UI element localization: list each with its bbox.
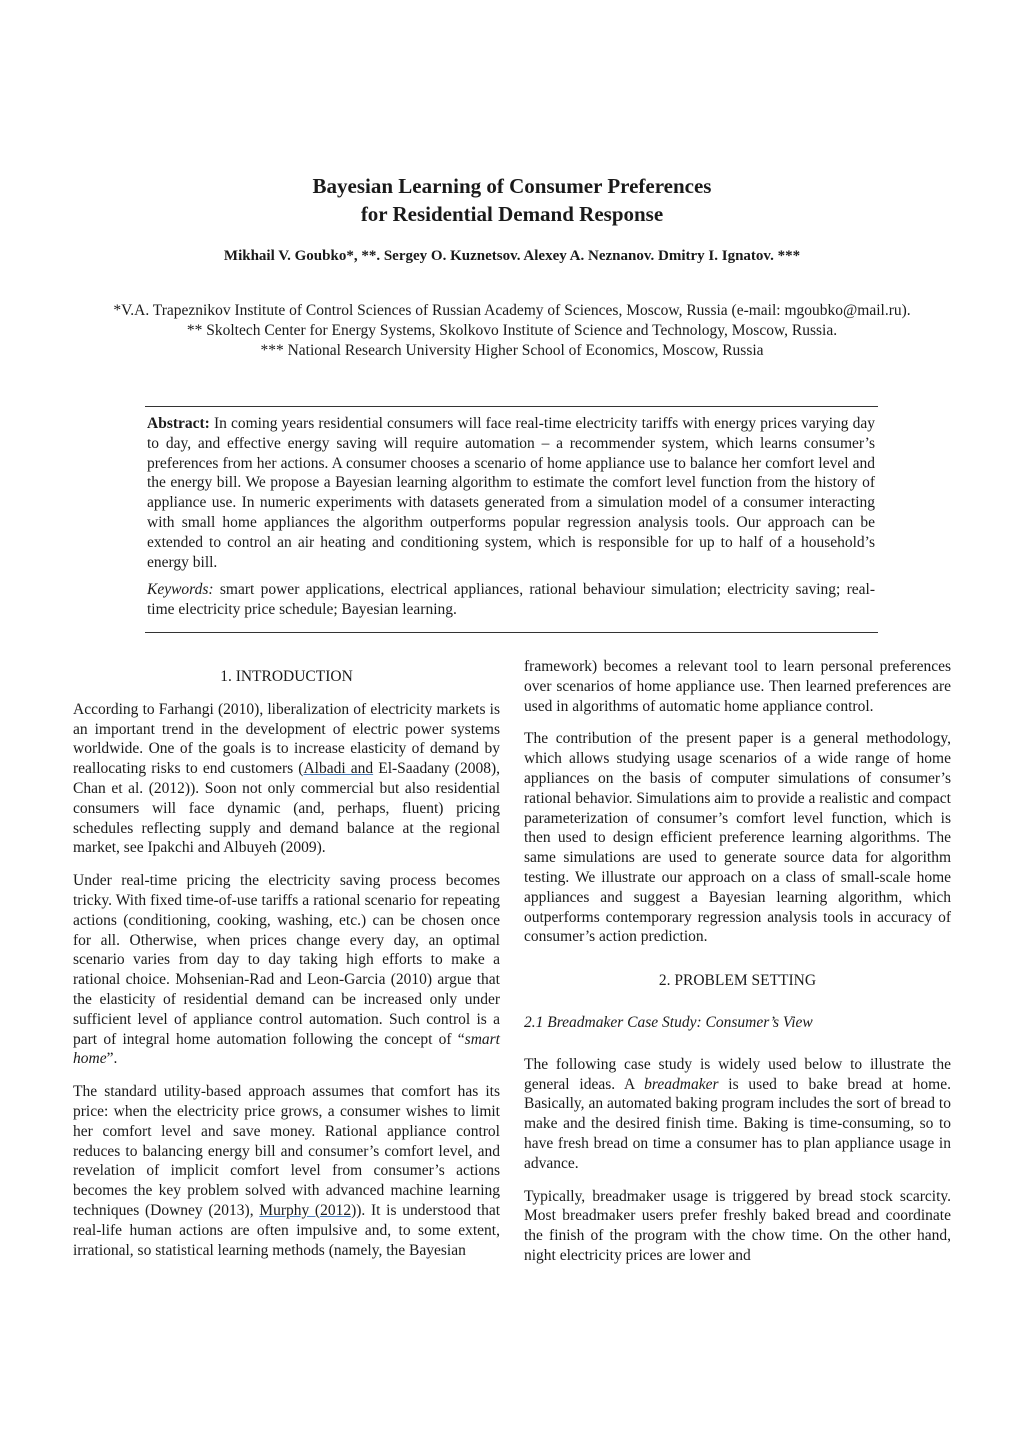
- citation-link[interactable]: Murphy (2012: [259, 1201, 352, 1219]
- abstract-text: In coming years residential consumers will face real-time electricity tariffs with energy prices varying day to day, and effective energy saving will require automation – a recommender system, which learns consumer’s preferences from her actions. A consumer chooses a scenario of home appliance use to balance her comfort level and the energy bill. We propose a Bayesian learning algorithm to estimate the comfort level function from the history of appliance use. In numeric experiments with datasets generated from a simulation model of a consumer interacting with small home appliances the algorithm outperforms popular regression analysis tools. Our approach can be extended to control an air heating and conditioning system, which is responsible for up to half of a household’s energy bill.: [147, 415, 876, 571]
- keywords-label: Keywords:: [147, 581, 214, 599]
- affiliation-2: ** Skoltech Center for Energy Systems, Skolkovo Institute of Science and Technology, Moscow, Russia.: [186, 322, 838, 339]
- paper-title: [0, 172, 1024, 228]
- problem-paragraph-2: Typically, breadmaker usage is triggered by bread stock scarcity. Most breadmaker users prefer freshly baked bread and coordinate the finish of the program with the chow time. On the other hand, night electricity prices are lower and: [524, 1187, 951, 1264]
- section-heading-problem-setting: 2. PROBLEM SETTING: [658, 972, 817, 990]
- intro-paragraph-1: According to Farhangi (2010), liberalization of electricity markets is an important trend in the development of electric power systems worldwide. One of the goals is to increase elasticity of demand by reallocating risks to end customers (Albadi and El-Saadany (2008), Chan et al. (2012)). Soon not only commercial but also residential consumers will face dynamic (and, perhaps, fluent) pricing schedules reflecting supply and demand balance at the regional market, see Ipakchi and Albuyeh (2009).: [73, 700, 500, 857]
- citation-link[interactable]: ),: [244, 1201, 254, 1219]
- abstract-top-rule: [145, 406, 878, 407]
- affiliation-3: *** National Research University Higher School of Economics, Moscow, Russia: [260, 342, 764, 359]
- abstract-block: [147, 414, 875, 620]
- intro-paragraph-4: framework) becomes a relevant tool to learn personal preferences over scenarios of home appliance use. Then learned preferences are used in algorithms of automatic home appliance control.: [524, 658, 951, 715]
- intro-paragraph-2: Under real-time pricing the electricity saving process becomes tricky. With fixed time-of-use tariffs a rational scenario for repeating actions (conditioning, cooking, washing, etc.) can be chosen once for all. Otherwise, when prices change every day, an optimal scenario varies from day to day taking high efforts to make a rational choice. Mohsenian-Rad and Leon-Garcia (2010) argue that the elasticity of residential demand can be increased only under sufficient level of appliance control automation. Such control is a part of integral home automation following the concept of “smart home”.: [73, 872, 500, 1068]
- problem-paragraph-1: The following case study is widely used below to illustrate the general ideas. A breadmaker is used to bake bread at home. Basically, an automated baking program includes the sort of bread to make and the desired finish time. Baking is time-consuming, so to have fresh bread on time a consumer has to plan appliance usage in advance.: [524, 1055, 951, 1172]
- affiliations: [100, 301, 924, 361]
- keywords-text: smart power applications, electrical appliances, rational behaviour simulation; electricity saving; real-time electricity price schedule; Bayesian learning.: [147, 581, 875, 619]
- section-heading-introduction: 1. INTRODUCTION: [220, 668, 353, 685]
- abstract-paragraph: [147, 414, 875, 572]
- affiliation-1: *V.A. Trapeznikov Institute of Control Sciences of Russian Academy of Sciences, Moscow, Russia (e-mail: mgoubko@mail.ru).: [113, 302, 911, 319]
- title-line-2: for Residential Demand Response: [360, 202, 664, 226]
- title-line-1: Bayesian Learning of Consumer Preferences: [312, 174, 712, 198]
- abstract-label: Abstract:: [147, 415, 210, 432]
- citation-link[interactable]: Albadi and: [303, 760, 374, 778]
- abstract-bottom-rule: [145, 632, 878, 633]
- intro-paragraph-3: The standard utility-based approach assumes that comfort has its price: when the electricity price grows, a consumer wishes to limit her comfort level and save money. Rational appliance control reduces to balancing energy bill and consumer’s comfort level, and revelation of implicit comfort level from consumer’s actions becomes the key problem solved with advanced machine learning techniques (Downey (2013), Murphy (2012)). It is understood that real-life human actions are often impulsive and, to some extent, irrational, so statistical learning methods (namely, the Bayesian: [73, 1083, 501, 1259]
- left-column: [73, 667, 500, 1273]
- intro-paragraph-5: The contribution of the present paper is a general methodology, which allows studying usage scenarios of a wide range of home appliances on the basis of computer simulations of consumer’s rational behavior. Simulations aim to provide a realistic and compact parameterization of consumer’s comfort level function, which is then used to design efficient preference learning algorithms. The same simulations are used to generate source data for algorithm testing. We illustrate our approach on a class of small-scale home appliances and suggest a Bayesian learning algorithm, which outperforms contemporary regression analysis tools in accuracy of consumer’s action prediction.: [524, 730, 951, 946]
- keywords-paragraph: [147, 580, 875, 620]
- author-list: Mikhail V. Goubko*, **. Sergey O. Kuznetsov. Alexey A. Neznanov. Dmitry I. Ignatov. ***: [223, 248, 801, 264]
- subsection-heading-breadmaker: 2.1 Breadmaker Case Study: Consumer’s View: [524, 1013, 813, 1031]
- right-column: [524, 657, 951, 1279]
